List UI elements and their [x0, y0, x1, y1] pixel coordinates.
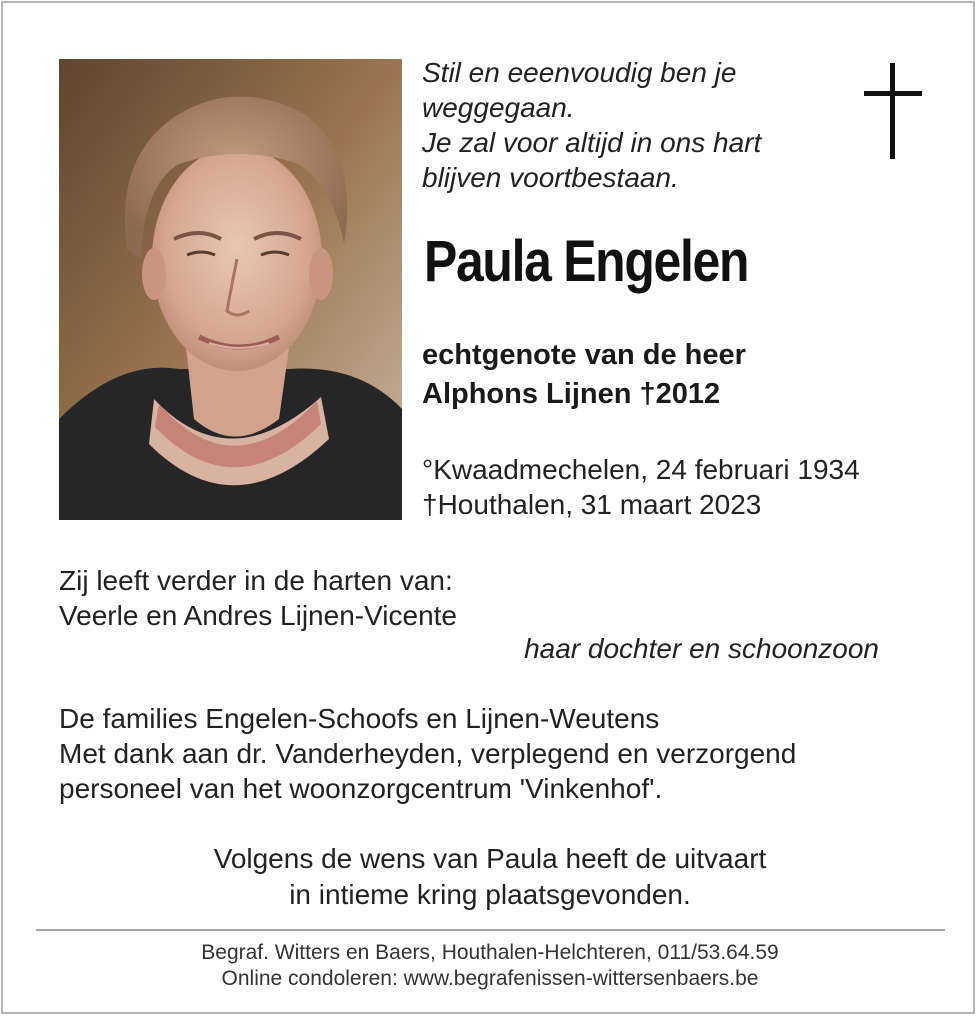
thanks-line: Met dank aan dr. Vanderheyden, verplegend en verzorgend — [59, 738, 797, 769]
survivors-relation: haar dochter en schoonzoon — [524, 633, 879, 664]
footer — [0, 940, 980, 992]
closing-line: Volgens de wens van Paula heeft de uitvaart — [213, 843, 767, 874]
survivors-names: Veerle en Andres Lijnen-Vicente — [59, 600, 457, 631]
poem-line: Stil en eeenvoudig ben je — [422, 57, 737, 88]
latin-cross-icon — [864, 63, 922, 159]
thanks-line: personeel van het woonzorgcentrum 'Vinkenhof'. — [59, 773, 663, 804]
closing-line: in intieme kring plaatsgevonden. — [289, 879, 691, 910]
deceased-name: Paula Engelen — [424, 229, 749, 294]
poem-line: blijven voortbestaan. — [422, 162, 679, 193]
spouse-info — [422, 336, 746, 414]
portrait-photo — [59, 59, 402, 520]
poem-line: weggegaan. — [422, 92, 575, 123]
condolence-link[interactable]: Online condoleren: www.begrafenissen-wittersenbaers.be — [221, 967, 759, 990]
thanks — [59, 736, 796, 806]
death-date: †Houthalen, 31 maart 2023 — [422, 489, 762, 520]
life-dates — [422, 452, 860, 522]
families: De families Engelen-Schoofs en Lijnen-Weutens — [59, 703, 660, 734]
poem-line: Je zal voor altijd in ons hart — [422, 127, 762, 158]
survivors-intro: Zij leeft verder in de harten van: — [59, 565, 453, 596]
funeral-home-line: Begraf. Witters en Baers, Houthalen-Helchteren, 011/53.64.59 — [201, 941, 779, 964]
spouse-line: echtgenote van de heer — [422, 339, 746, 371]
birth-date: °Kwaadmechelen, 24 februari 1934 — [422, 454, 860, 485]
footer-divider — [36, 929, 945, 931]
poem — [422, 55, 842, 195]
closing-note — [0, 841, 980, 913]
spouse-line: Alphons Lijnen †2012 — [422, 378, 721, 410]
